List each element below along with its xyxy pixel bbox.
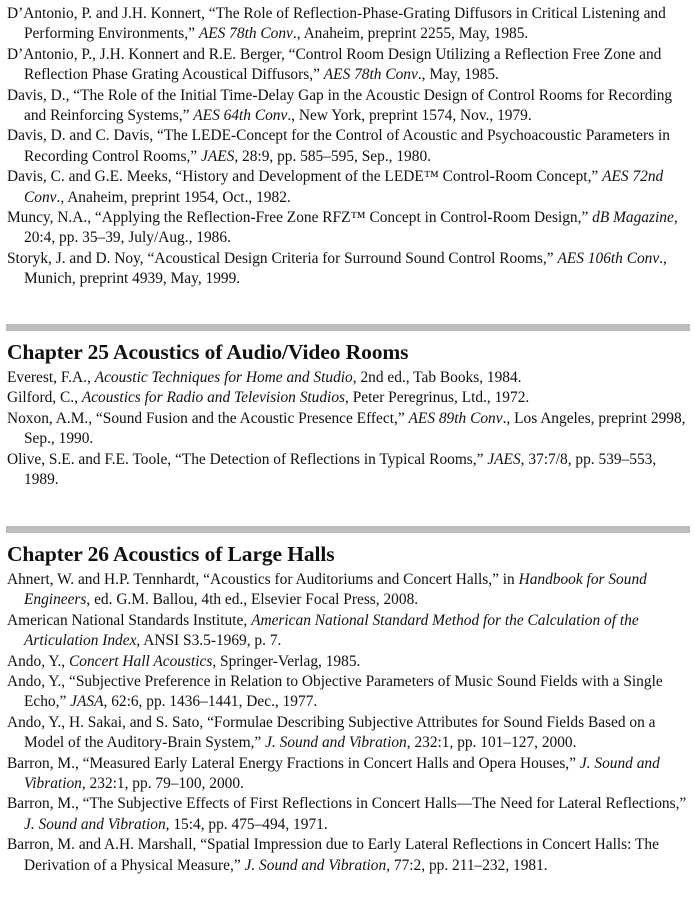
chapter-26-references (0, 570, 695, 876)
reference-entry: D’Antonio, P., J.H. Konnert and R.E. Berger, “Control Room Design Utilizing a Reflection Free Zone and Reflection Phase Grating Acoustical Diffusors,” AES 78th Conv., May, 1985. (7, 45, 662, 84)
chapter-26-title: Chapter 26 Acoustics of Large Halls (7, 542, 335, 566)
reference-entry: Everest, F.A., Acoustic Techniques for Home and Studio, 2nd ed., Tab Books, 1984. (7, 369, 522, 386)
chapter-25-references (0, 368, 695, 490)
reference-entry: Ando, Y., Concert Hall Acoustics, Springer-Verlag, 1985. (7, 652, 361, 670)
reference-entry: Muncy, N.A., “Applying the Reflection-Free Zone RFZ™ Concept in Control-Room Design,” dB Magazine, 20:4, pp. 35–39, July/Aug., 1986. (7, 209, 678, 247)
reference-entry: Davis, C. and G.E. Meeks, “History and Development of the LEDE™ Control-Room Concept,” AES 72nd Conv., Anaheim, preprint 1954, Oct., 1982. (7, 168, 664, 206)
reference-entry: Noxon, A.M., “Sound Fusion and the Acoustic Presence Effect,” AES 89th Conv., Los Angeles, preprint 2998, Sep., 1990. (7, 409, 686, 448)
section-divider (6, 324, 690, 331)
previous-chapter-references (0, 4, 695, 290)
reference-entry: Davis, D., “The Role of the Initial Time-Delay Gap in the Acoustic Design of Control Rooms for Recording and Reinforcing Systems,” AES 64th Conv., New York, preprint 1574, Nov., 1979. (7, 86, 673, 125)
reference-entry: Davis, D. and C. Davis, “The LEDE-Concept for the Control of Acoustic and Psychoacoustic Parameters in Recording Control Rooms,” JAES, 28:9, pp. 585–595, Sep., 1980. (7, 127, 670, 165)
reference-entry: Barron, M. and A.H. Marshall, “Spatial Impression due to Early Lateral Reflections in Concert Halls: The Derivation of a Physical Measure,” J. Sound and Vibration, 77:2, pp. 211–232, 1981. (7, 836, 659, 874)
reference-entry: Barron, M., “The Subjective Effects of First Reflections in Concert Halls—The Need for Lateral Reflections,” J. Sound and Vibration, 15:4, pp. 475–494, 1971. (7, 795, 687, 833)
reference-entry: Gilford, C., Acoustics for Radio and Television Studios, Peter Peregrinus, Ltd., 1972. (7, 389, 530, 407)
reference-entry: American National Standards Institute, American National Standard Method for the Calculation of the Articulation Index, ANSI S3.5-1969, p. 7. (7, 611, 639, 650)
chapter-25-title: Chapter 25 Acoustics of Audio/Video Rooms (7, 340, 409, 364)
section-divider (6, 526, 690, 533)
reference-entry: Ando, Y., “Subjective Preference in Relation to Objective Parameters of Music Sound Fields with a Single Echo,” JASA, 62:6, pp. 1436–1441, Dec., 1977. (7, 673, 663, 711)
reference-entry: Ahnert, W. and H.P. Tennhardt, “Acoustics for Auditoriums and Concert Halls,” in Handbook for Sound Engineers, ed. G.M. Ballou, 4th ed., Elsevier Focal Press, 2008. (7, 571, 647, 609)
reference-entry: Olive, S.E. and F.E. Toole, “The Detection of Reflections in Typical Rooms,” JAES, 37:7/8, pp. 539–553, 1989. (7, 450, 657, 489)
reference-entry: Storyk, J. and D. Noy, “Acoustical Design Criteria for Surround Sound Control Rooms,” AES 106th Conv., Munich, preprint 4939, May, 1999. (7, 249, 667, 288)
reference-entry: D’Antonio, P. and J.H. Konnert, “The Role of Reflection-Phase-Grating Diffusors in Critical Listening and Performing Environments,” AES 78th Conv., Anaheim, preprint 2255, May, 1985. (7, 5, 666, 43)
reference-entry: Ando, Y., H. Sakai, and S. Sato, “Formulae Describing Subjective Attributes for Sound Fields Based on a Model of the Auditory-Brain System,” J. Sound and Vibration, 232:1, pp. 101–127, 2000. (7, 713, 656, 752)
reference-entry: Barron, M., “Measured Early Lateral Energy Fractions in Concert Halls and Opera Houses,” J. Sound and Vibration, 232:1, pp. 79–100, 2000. (7, 754, 660, 793)
